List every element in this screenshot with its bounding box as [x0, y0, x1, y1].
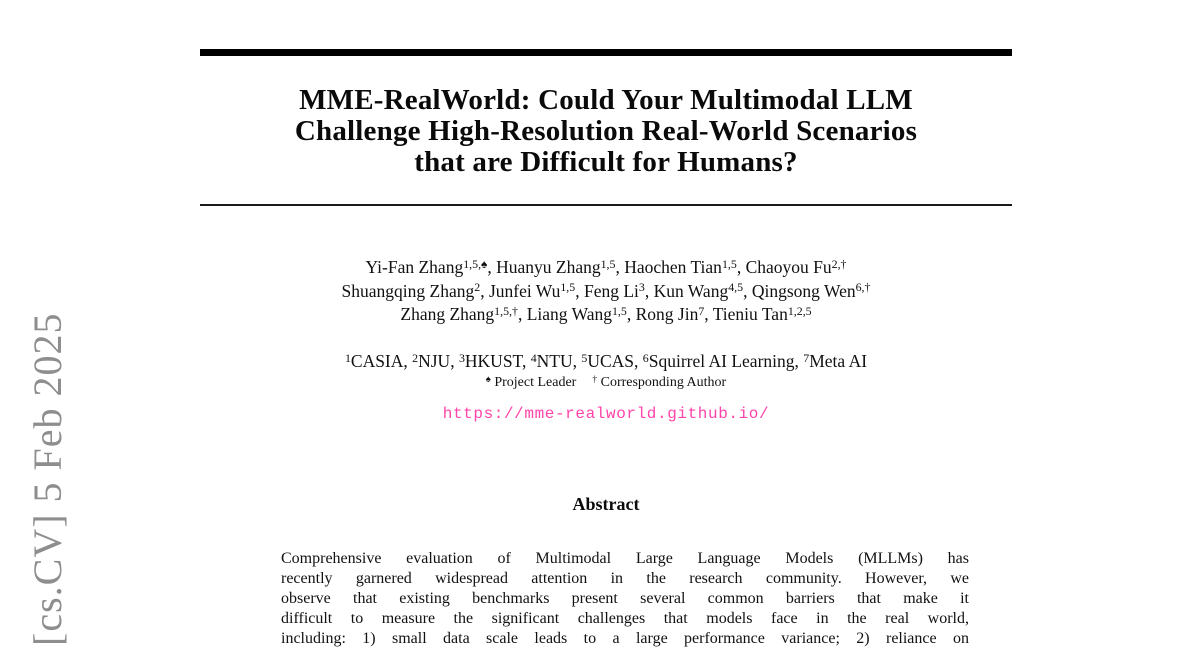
project-link[interactable]: https://mme-realworld.github.io/ [442, 405, 770, 423]
arxiv-stamp: [cs.CV] 5 Feb 2025 [25, 312, 70, 646]
author-line: Shuangqing Zhang$^2$, Junfei Wu$^{1,5}$, Feng Li$^3$, Kun Wang$^{4,5}$, Qingsong Wen$^{6,\dagger}$ [341, 280, 871, 301]
abstract-body: Comprehensive evaluation of Multimodal Large Language Models (MLLMs) has recently garnered widespread attention in the research community. However, we observe that existing benchmarks present several common barriers that make it difficult to measure the significant challenges that models face in the real world, including: 1) small data scale leads to a large performance variance; 2) reliance on [281, 550, 969, 647]
role-note: ♠ Project Leader [485, 374, 577, 390]
author-line: Yi-Fan Zhang$^{1,5,♠}$, Huanyu Zhang$^{1,5}$, Haochen Tian$^{1,5}$, Chaoyou $Fu^{2,\dagger}$ [365, 256, 847, 277]
title-rule [200, 204, 1012, 206]
affiliation-line: $^1$CASIA, $^2$NJU, $^3$HKUST, $^4$NTU, $^5$UCAS, $^6$Squirrel AI Learning, $^7$Meta AI [344, 350, 868, 371]
top-rule [200, 49, 1012, 56]
paper-title: MME-RealWorld: Could Your Multimodal LLM Challenge High-Resolution Real-World Scenarios that are Difficult for Humans? [294, 84, 918, 178]
role-notes [200, 373, 1012, 392]
author-block [200, 256, 1012, 327]
role-note: † Corresponding Author [592, 374, 727, 390]
abstract-heading: Abstract [572, 494, 640, 514]
author-line: Zhang Zhang$^{1,5,\dagger}$, Liang Wang$^{1,5}$, Rong Jin$^7$, Tieniu Tan$^{1,2,5}$ [400, 303, 812, 324]
